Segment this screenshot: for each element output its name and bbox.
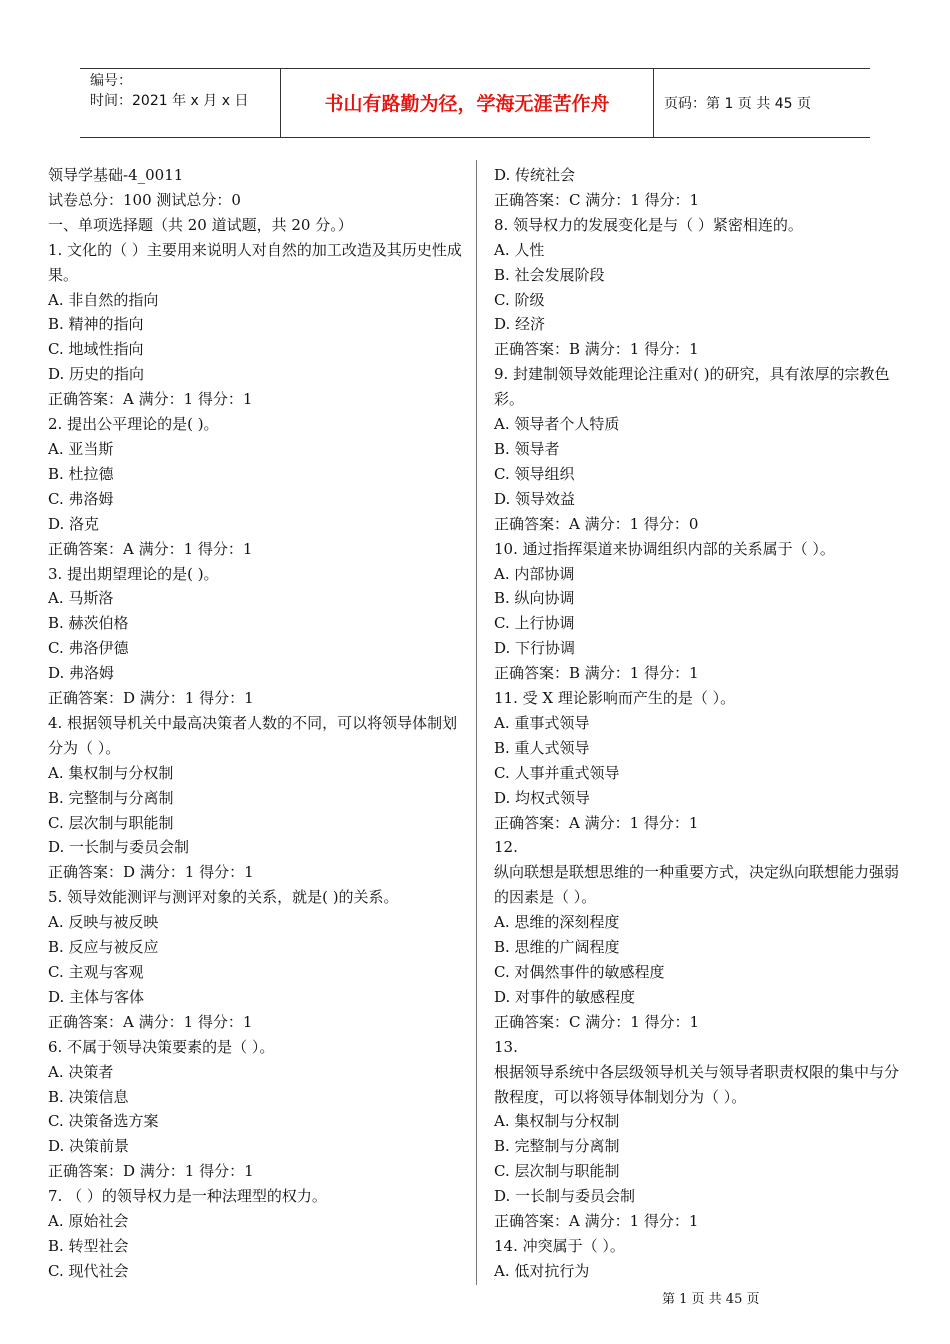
text-line: B. 完整制与分离制 <box>48 788 174 807</box>
text-line: 领导学基础-4_0011 <box>48 166 184 184</box>
text-line: D. 传统社会 <box>494 166 576 184</box>
text-line: 正确答案：A 满分：1 得分：1 <box>48 1012 253 1031</box>
text-line: 2. 提出公平理论的是( )。 <box>48 415 219 434</box>
text-line: B. 杜拉德 <box>48 464 114 483</box>
text-line: B. 赫茨伯格 <box>48 614 129 633</box>
text-line: 10. 通过指挥渠道来协调组织内部的关系属于（ ）。 <box>494 539 835 558</box>
text-line: A. 集权制与分权制 <box>494 1112 620 1131</box>
text-line: B. 反应与被反应 <box>48 938 159 957</box>
text-line: 根据领导系统中各层级领导机关与领导者职责权限的集中与分散程度，可以将领导体制划分为（ ）。 <box>494 1062 900 1106</box>
text-line: 3. 提出期望理论的是( )。 <box>48 564 219 583</box>
text-line: D. 历史的指向 <box>48 365 145 384</box>
text-line: 9. 封建制领导效能理论注重对( )的研究，具有浓厚的宗教色彩。 <box>494 365 890 409</box>
text-line: 正确答案：A 满分：1 得分：1 <box>48 539 253 558</box>
text-line: D. 下行协调 <box>494 639 576 658</box>
text-line: 14. 冲突属于（ ）。 <box>494 1236 625 1255</box>
text-line: 4. 根据领导机关中最高决策者人数的不同，可以将领导体制划分为（ ）。 <box>48 713 458 757</box>
column-divider <box>476 160 477 1285</box>
text-line: 1. 文化的（ ）主要用来说明人对自然的加工改造及其历史性成果。 <box>48 240 462 284</box>
text-line: 正确答案：D 满分：1 得分：1 <box>48 1162 254 1181</box>
number-label: 编号： <box>90 73 132 89</box>
text-line: C. 弗洛伊德 <box>48 639 129 658</box>
text-line: A. 非自然的指向 <box>48 290 159 309</box>
text-line: A. 马斯洛 <box>48 589 114 608</box>
text-line: A. 内部协调 <box>494 564 575 583</box>
text-line: 一、单项选择题（共 20 道试题，共 20 分。） <box>48 215 353 234</box>
text-line: B. 纵向协调 <box>494 589 575 608</box>
text-line: C. 阶级 <box>494 290 545 309</box>
text-line: 正确答案：A 满分：1 得分：0 <box>494 514 699 533</box>
text-line: A. 领导者个人特质 <box>494 415 620 434</box>
text-line: C. 现代社会 <box>48 1261 129 1280</box>
text-line: B. 精神的指向 <box>48 315 144 334</box>
text-line: A. 亚当斯 <box>48 439 114 458</box>
text-line: C. 主观与客观 <box>48 963 144 981</box>
text-line: 正确答案：B 满分：1 得分：1 <box>494 664 699 683</box>
text-line: C. 领导组织 <box>494 464 575 483</box>
text-line: B. 完整制与分离制 <box>494 1137 620 1156</box>
text-line: C. 决策备选方案 <box>48 1112 159 1131</box>
text-line: D. 一长制与委员会制 <box>494 1187 636 1206</box>
text-line: A. 原始社会 <box>48 1212 129 1231</box>
motto: 书山有路勤为径，学海无涯苦作舟 <box>324 93 610 115</box>
text-line: 纵向联想是联想思维的一种重要方式，决定纵向联想能力强弱的因素是（ ）。 <box>494 863 900 907</box>
text-line: D. 一长制与委员会制 <box>48 838 190 857</box>
text-line: A. 思维的深刻程度 <box>494 913 620 932</box>
text-line: 正确答案：A 满分：1 得分：1 <box>48 390 253 409</box>
text-line: C. 上行协调 <box>494 614 575 633</box>
text-line: C. 地域性指向 <box>48 340 144 359</box>
text-line: D. 领导效益 <box>494 489 576 508</box>
text-line: 6. 不属于领导决策要素的是（ ）。 <box>48 1037 275 1056</box>
text-line: A. 决策者 <box>48 1062 114 1081</box>
text-line: B. 重人式领导 <box>494 738 590 757</box>
text-line: 13. <box>494 1037 518 1056</box>
text-line: B. 社会发展阶段 <box>494 265 605 284</box>
text-line: C. 弗洛姆 <box>48 489 114 508</box>
text-line: 12. <box>494 838 518 857</box>
page-footer: 第 1 页 共 45 页 <box>662 1292 760 1307</box>
text-line: 8. 领导权力的发展变化是与（ ）紧密相连的。 <box>494 215 803 234</box>
text-line: 正确答案：C 满分：1 得分：1 <box>494 190 700 209</box>
text-line: 正确答案：D 满分：1 得分：1 <box>48 689 254 708</box>
text-line: 11. 受 X 理论影响而产生的是（ ）。 <box>494 689 736 708</box>
text-line: D. 主体与客体 <box>48 987 145 1006</box>
text-line: D. 经济 <box>494 315 546 334</box>
text-line: C. 人事并重式领导 <box>494 763 620 782</box>
text-line: C. 层次制与职能制 <box>48 813 174 832</box>
text-line: D. 对事件的敏感程度 <box>494 987 636 1006</box>
header-cell-page <box>654 69 870 137</box>
text-line: 7. （ ）的领导权力是一种法理型的权力。 <box>48 1187 327 1206</box>
text-line: C. 层次制与职能制 <box>494 1162 620 1181</box>
header-cell-meta <box>80 69 281 137</box>
header-cell-motto <box>281 69 654 137</box>
text-line: B. 思维的广阔程度 <box>494 938 620 957</box>
text-line: 试卷总分：100 测试总分：0 <box>48 190 241 209</box>
text-line: 正确答案：A 满分：1 得分：1 <box>494 813 699 832</box>
text-line: 正确答案：B 满分：1 得分：1 <box>494 340 699 359</box>
text-line: D. 决策前景 <box>48 1137 130 1156</box>
text-line: B. 领导者 <box>494 439 560 458</box>
left-column <box>48 163 466 1284</box>
page-info: 页码：第 1 页 共 45 页 <box>664 96 811 112</box>
text-line: 正确答案：D 满分：1 得分：1 <box>48 863 254 882</box>
text-line: D. 弗洛姆 <box>48 664 115 683</box>
text-line: D. 洛克 <box>48 514 100 533</box>
right-column <box>494 163 910 1284</box>
text-line: C. 对偶然事件的敏感程度 <box>494 963 665 981</box>
text-line: A. 低对抗行为 <box>494 1261 590 1280</box>
text-line: B. 转型社会 <box>48 1236 129 1255</box>
text-line: A. 反映与被反映 <box>48 913 159 932</box>
text-line: 5. 领导效能测评与测评对象的关系，就是( )的关系。 <box>48 888 399 907</box>
text-line: 正确答案：A 满分：1 得分：1 <box>494 1212 699 1231</box>
text-line: D. 均权式领导 <box>494 788 591 807</box>
header-table <box>80 68 870 138</box>
text-line: A. 重事式领导 <box>494 713 590 732</box>
text-line: 正确答案：C 满分：1 得分：1 <box>494 1012 700 1031</box>
text-line: A. 人性 <box>494 240 545 259</box>
date-line: 时间：2021 年 x 月 x 日 <box>90 93 249 109</box>
text-line: A. 集权制与分权制 <box>48 763 174 782</box>
text-line: B. 决策信息 <box>48 1087 129 1106</box>
